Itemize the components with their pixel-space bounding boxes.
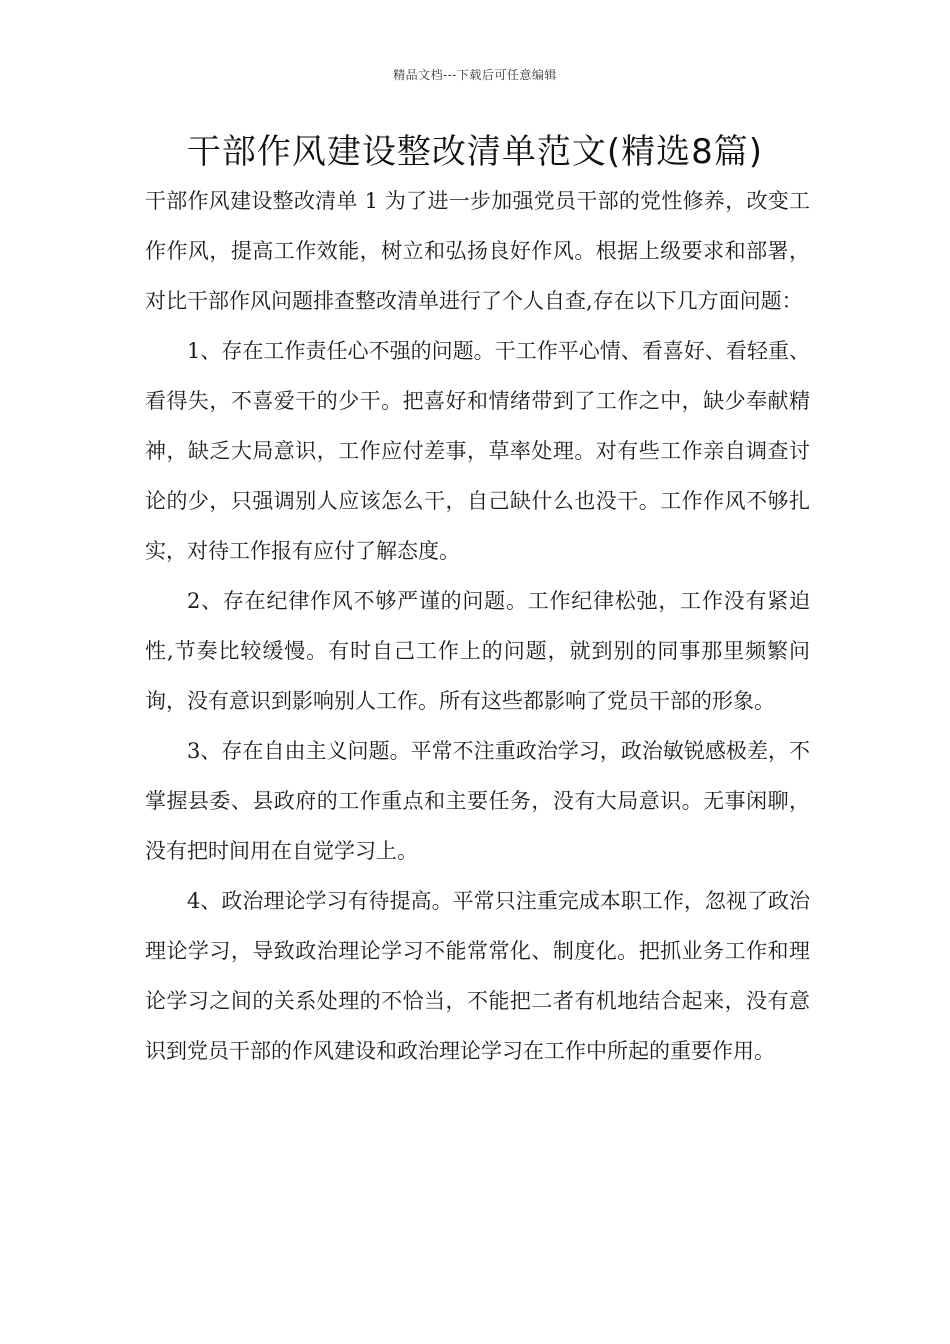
paragraph-item-1: 1、存在工作责任心不强的问题。干工作平心情、看喜好、看轻重、看得失，不喜爱干的少干。把喜好和情绪带到了工作之中，缺少奉献精神，缺乏大局意识，工作应付差事，草率处理。对有些工作亲自调查讨论的少，只强调别人应该怎么干，自己缺什么也没干。工作作风不够扎实，对待工作报有应付了解态度。	[145, 339, 810, 563]
document-title: 干部作风建设整改清单范文(精选8篇)	[186, 132, 764, 172]
paragraph-intro: 干部作风建设整改清单 1 为了进一步加强党员干部的党性修养，改变工作作风，提高工作效能，树立和弘扬良好作风。根据上级要求和部署，对比干部作风问题排查整改清单进行了个人自查,存在以下几方面问题：	[145, 189, 810, 313]
header-note: 精品文档---下载后可任意编辑	[393, 68, 557, 82]
paragraph-item-4: 4、政治理论学习有待提高。平常只注重完成本职工作，忽视了政治理论学习，导致政治理论学习不能常常化、制度化。把抓业务工作和理论学习之间的关系处理的不恰当，不能把二者有机地结合起来，没有意识到党员干部的作风建设和政治理论学习在工作中所起的重要作用。	[145, 889, 810, 1063]
paragraph-item-2: 2、存在纪律作风不够严谨的问题。工作纪律松弛，工作没有紧迫性,节奏比较缓慢。有时自己工作上的问题，就到别的同事那里频繁问询，没有意识到影响别人工作。所有这些都影响了党员干部的形象。	[145, 589, 810, 713]
paragraph-item-3: 3、存在自由主义问题。平常不注重政治学习，政治敏锐感极差，不掌握县委、县政府的工作重点和主要任务，没有大局意识。无事闲聊，没有把时间用在自觉学习上。	[145, 739, 810, 863]
document-body	[145, 176, 810, 1076]
